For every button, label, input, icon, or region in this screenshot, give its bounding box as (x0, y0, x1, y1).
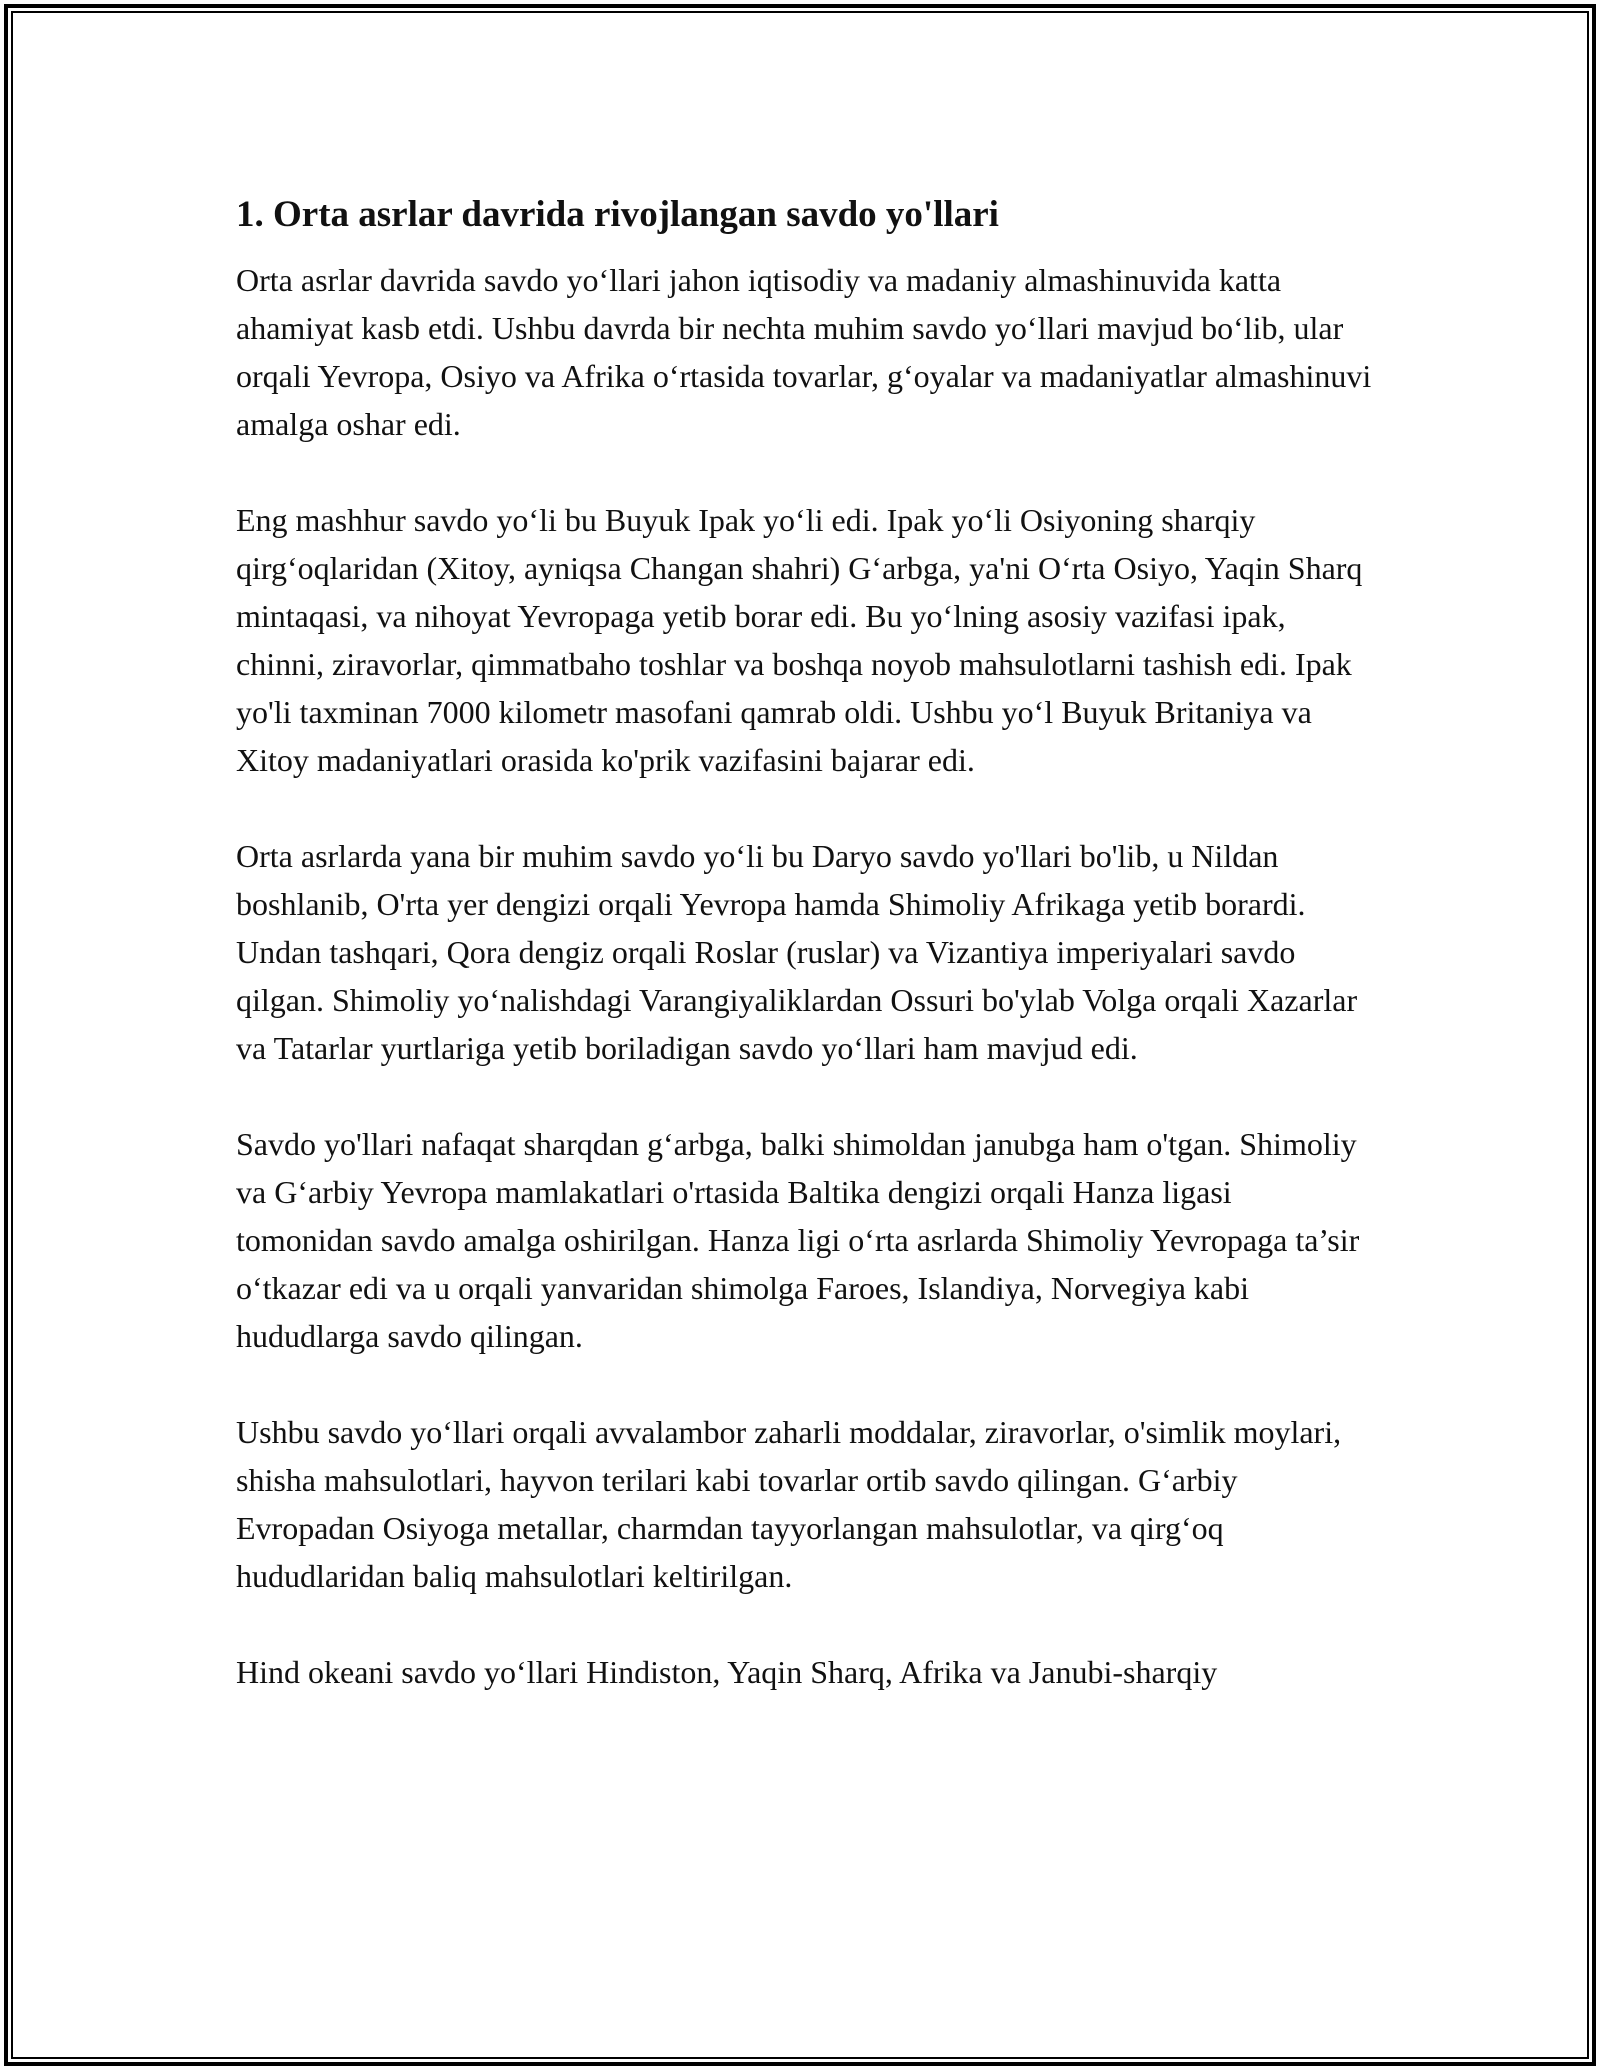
paragraph-indian-ocean: Hind okeani savdo yo‘llari Hindiston, Yaqin Sharq, Afrika va Janubi-sharqiy (236, 1654, 1218, 1690)
paragraph-silk-road: Eng mashhur savdo yo‘li bu Buyuk Ipak yo‘li edi. Ipak yo‘li Osiyoning sharqiy qirg‘oqlaridan (Xitoy, ayniqsa Changan shahri) G‘arbga, ya'ni O‘rta Osiyo, Yaqin Sharq mintaqasi, va nihoyat Yevropaga yetib borar edi. Bu yo‘lning asosiy vazifasi ipak, chinni, ziravorlar, qimmatbaho toshlar va boshqa noyob mahsulotlarni tashish edi. Ipak yo'li taxminan 7000 kilometr masofani qamrab oldi. Ushbu yo‘l Buyuk Britaniya va Xitoy madaniyatlari orasida ko'prik vazifasini bajarar edi. (236, 502, 1363, 778)
document-body (236, 186, 1376, 1744)
document-title: 1. Orta asrlar davrida rivojlangan savdo yo'llari (236, 194, 999, 235)
paragraph-river-routes: Orta asrlarda yana bir muhim savdo yo‘li bu Daryo savdo yo'llari bo'lib, u Nildan boshlanib, O'rta yer dengizi orqali Yevropa hamda Shimoliy Afrikaga yetib borardi. Undan tashqari, Qora dengiz orqali Roslar (ruslar) va Vizantiya imperiyalari savdo qilgan. Shimoliy yo‘nalishdagi Varangiyaliklardan Ossuri bo'ylab Volga orqali Xazarlar va Tatarlar yurtlariga yetib boriladigan savdo yo‘llari ham mavjud edi. (236, 838, 1358, 1066)
paragraph-goods: Ushbu savdo yo‘llari orqali avvalambor zaharli moddalar, ziravorlar, o'simlik moylari, shisha mahsulotlari, hayvon terilari kabi tovarlar ortib savdo qilingan. G‘arbiy Evropadan Osiyoga metallar, charmdan tayyorlangan mahsulotlar, va qirg‘oq hududlaridan baliq mahsulotlari keltirilgan. (236, 1414, 1342, 1594)
paragraph-north-south: Savdo yo'llari nafaqat sharqdan g‘arbga, balki shimoldan janubga ham o'tgan. Shimoliy va G‘arbiy Yevropa mamlakatlari o'rtasida Baltika dengizi orqali Hanza ligasi tomonidan savdo amalga oshirilgan. Hanza ligi o‘rta asrlarda Shimoliy Yevropaga ta’sir o‘tkazar edi va u orqali yanvaridan shimolga Faroes, Islandiya, Norvegiya kabi hududlarga savdo qilingan. (236, 1126, 1360, 1354)
paragraph-intro: Orta asrlar davrida savdo yo‘llari jahon iqtisodiy va madaniy almashinuvida katta ahamiyat kasb etdi. Ushbu davrda bir nechta muhim savdo yo‘llari mavjud bo‘lib, ular orqali Yevropa, Osiyo va Afrika o‘rtasida tovarlar, g‘oyalar va madaniyatlar almashinuvi amalga oshar edi. (236, 262, 1372, 442)
